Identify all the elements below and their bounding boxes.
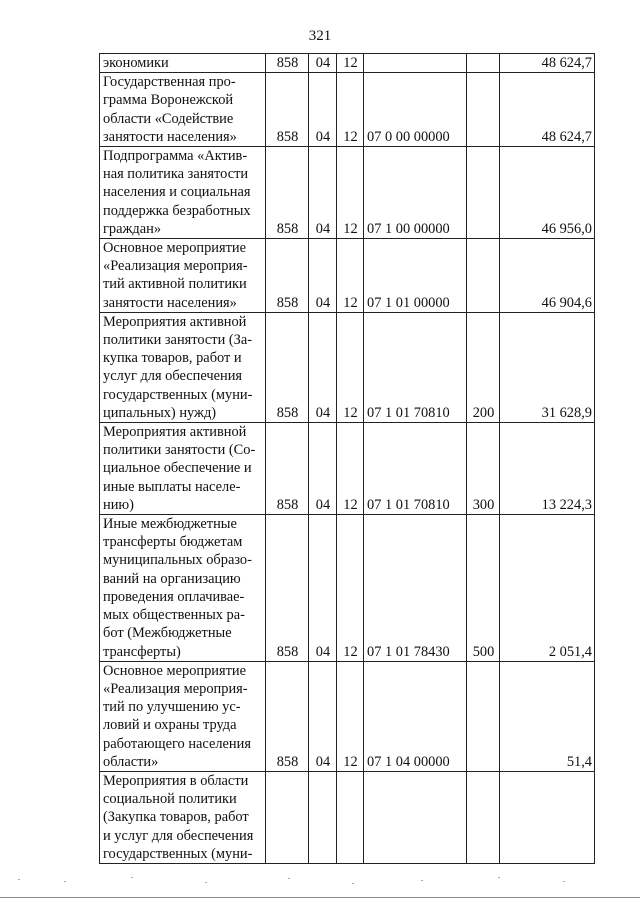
item-name-line: работающего населения: [103, 735, 251, 752]
expense-type-cell: 200: [467, 312, 500, 422]
item-name-line: Основное мероприятие: [103, 662, 247, 679]
item-name-line: Основное мероприятие: [103, 240, 247, 257]
target-article-cell: 07 1 04 00000: [364, 661, 467, 771]
item-name-line: Мероприятия активной: [103, 313, 247, 330]
grbs-cell: 858: [266, 515, 309, 662]
item-name-line: Подпрограмма «Актив-: [103, 148, 248, 165]
item-name-line: трансферты бюджетам: [103, 534, 243, 551]
expense-type-cell: [467, 73, 500, 147]
grbs-cell: 858: [266, 423, 309, 515]
expense-type-cell: [467, 239, 500, 313]
subsection-cell: 12: [337, 147, 364, 239]
item-name-line: (Закупка товаров, работ: [103, 809, 249, 826]
item-name-cell: [100, 771, 266, 863]
expense-type-cell: [467, 661, 500, 771]
item-name-line: политики занятости (Со-: [103, 442, 256, 459]
item-name-line: государственных (муни-: [103, 845, 253, 862]
section-cell: 04: [309, 661, 337, 771]
section-cell: [309, 771, 337, 863]
item-name-cell: [100, 54, 266, 73]
amount-cell: 2 051,4: [500, 515, 595, 662]
grbs-cell: 858: [266, 312, 309, 422]
table-row: [100, 239, 595, 313]
table-row: [100, 54, 595, 73]
target-article-cell: 07 1 01 70810: [364, 312, 467, 422]
grbs-cell: [266, 771, 309, 863]
item-name-line: экономики: [103, 55, 169, 71]
item-name-line: грамма Воронежской: [103, 92, 234, 109]
item-name-cell: [100, 661, 266, 771]
grbs-cell: 858: [266, 147, 309, 239]
item-name-line: Иные межбюджетные: [103, 516, 237, 533]
item-name-line: занятости населения»: [103, 294, 237, 311]
subsection-cell: 12: [337, 73, 364, 147]
amount-cell: 48 624,7: [500, 73, 595, 147]
item-name-line: циальное обеспечение и: [103, 460, 252, 477]
grbs-cell: 858: [266, 73, 309, 147]
amount-cell: 46 956,0: [500, 147, 595, 239]
amount-cell: 13 224,3: [500, 423, 595, 515]
item-name-line: населения и социальная: [103, 184, 251, 201]
item-name-line: проведения оплачивае-: [103, 588, 245, 605]
page-number: 321: [308, 28, 332, 44]
amount-cell: [500, 771, 595, 863]
item-name-cell: [100, 239, 266, 313]
item-name-line: ципальных) нужд): [103, 404, 217, 421]
item-name-line: мых общественных ра-: [103, 607, 245, 624]
subsection-cell: [337, 771, 364, 863]
budget-table: [99, 53, 595, 864]
item-name-line: области»: [103, 753, 159, 770]
expense-type-cell: 300: [467, 423, 500, 515]
target-article-cell: 07 0 00 00000: [364, 73, 467, 147]
item-name-line: граждан»: [103, 220, 162, 237]
item-name-line: купка товаров, работ и: [103, 350, 242, 367]
expense-type-cell: [467, 54, 500, 73]
section-cell: 04: [309, 73, 337, 147]
item-name-line: политики занятости (За-: [103, 332, 253, 349]
table-row: [100, 661, 595, 771]
item-name-line: тий по улучшению ус-: [103, 699, 241, 716]
subsection-cell: 12: [337, 239, 364, 313]
item-name-line: трансферты): [103, 643, 181, 660]
expense-type-cell: 500: [467, 515, 500, 662]
scan-specks: [0, 875, 640, 885]
item-name-line: муниципальных образо-: [103, 552, 252, 569]
target-article-cell: [364, 54, 467, 73]
grbs-cell: 858: [266, 239, 309, 313]
item-name-line: поддержка безработных: [103, 202, 251, 219]
table-row: [100, 147, 595, 239]
item-name-cell: [100, 423, 266, 515]
section-cell: 04: [309, 312, 337, 422]
section-cell: 04: [309, 423, 337, 515]
section-cell: 04: [309, 147, 337, 239]
item-name-line: ловий и охраны труда: [103, 717, 237, 734]
grbs-cell: 858: [266, 661, 309, 771]
item-name-line: государственных (муни-: [103, 386, 253, 403]
item-name-line: ная политика занятости: [103, 166, 249, 183]
item-name-line: области «Содействие: [103, 110, 234, 127]
item-name-cell: [100, 312, 266, 422]
subsection-cell: 12: [337, 312, 364, 422]
item-name-line: Государственная про-: [103, 74, 236, 91]
item-name-cell: [100, 73, 266, 147]
target-article-cell: 07 1 00 00000: [364, 147, 467, 239]
item-name-line: иные выплаты населе-: [103, 478, 241, 495]
section-cell: 04: [309, 54, 337, 73]
item-name-line: Мероприятия в области: [103, 772, 249, 789]
item-name-line: «Реализация мероприя-: [103, 258, 248, 275]
table-row: [100, 312, 595, 422]
section-cell: 04: [309, 515, 337, 662]
amount-cell: 46 904,6: [500, 239, 595, 313]
item-name-line: бот (Межбюджетные: [103, 625, 232, 642]
item-name-line: услуг для обеспечения: [103, 368, 243, 385]
subsection-cell: 12: [337, 423, 364, 515]
subsection-cell: 12: [337, 515, 364, 662]
target-article-cell: 07 1 01 70810: [364, 423, 467, 515]
amount-cell: 51,4: [500, 661, 595, 771]
item-name-line: занятости населения»: [103, 128, 237, 145]
item-name-line: Мероприятия активной: [103, 424, 247, 441]
item-name-cell: [100, 147, 266, 239]
item-name-line: нию): [103, 496, 134, 513]
section-cell: 04: [309, 239, 337, 313]
target-article-cell: 07 1 01 00000: [364, 239, 467, 313]
item-name-line: ваний на организацию: [103, 570, 241, 587]
subsection-cell: 12: [337, 661, 364, 771]
expense-type-cell: [467, 771, 500, 863]
expense-type-cell: [467, 147, 500, 239]
item-name-line: и услуг для обеспечения: [103, 827, 254, 844]
table-row: [100, 515, 595, 662]
item-name-line: социальной политики: [103, 791, 237, 808]
item-name-cell: [100, 515, 266, 662]
table-row: [100, 73, 595, 147]
amount-cell: 31 628,9: [500, 312, 595, 422]
item-name-line: «Реализация мероприя-: [103, 680, 248, 697]
subsection-cell: 12: [337, 54, 364, 73]
table-row: [100, 423, 595, 515]
target-article-cell: 07 1 01 78430: [364, 515, 467, 662]
grbs-cell: 858: [266, 54, 309, 73]
item-name-line: тий активной политики: [103, 276, 247, 293]
bottom-rule: [0, 897, 640, 898]
amount-cell: 48 624,7: [500, 54, 595, 73]
target-article-cell: [364, 771, 467, 863]
table-row: [100, 771, 595, 863]
